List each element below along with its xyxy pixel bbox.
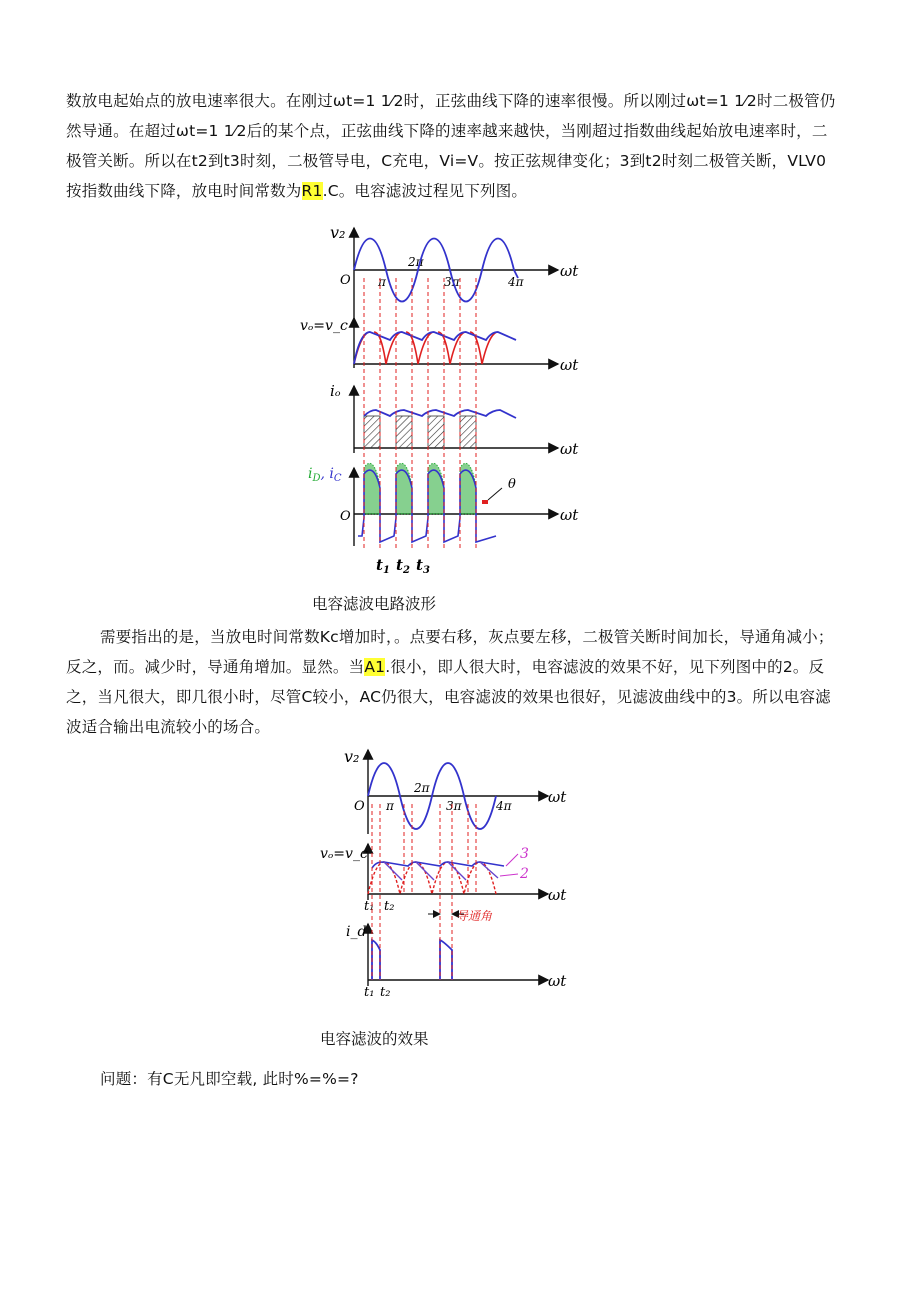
fig1-wt-2: ωt	[560, 356, 579, 374]
fig1-theta-marker	[482, 500, 488, 504]
fig2-wt-3: ωt	[548, 972, 567, 990]
fig1-io-label: iₒ	[330, 382, 341, 400]
fig1-io-hatch-2	[396, 416, 412, 448]
fig1-2pi: 2π	[408, 255, 424, 269]
fig2-t2-b: t₂	[380, 985, 391, 1000]
fig2-wt-1: ωt	[548, 788, 567, 806]
paragraph-2-highlight: A1	[364, 658, 386, 676]
fig1-origin-4: O	[340, 509, 351, 524]
fig1-io-hatch-1	[364, 416, 380, 448]
fig1-time-labels	[376, 556, 430, 576]
fig1-pi: π	[378, 275, 386, 289]
fig2-t2-a: t₂	[384, 899, 395, 914]
figure-1-waveforms	[296, 218, 596, 580]
paragraph-2	[66, 622, 836, 742]
fig1-wt-1: ωt	[560, 262, 579, 280]
fig1-3pi: 3π	[444, 275, 460, 289]
fig1-theta-label: θ	[508, 477, 516, 492]
svg-text:t1: $t_1$	[376, 556, 390, 576]
question-line: 问题：有C无凡即空载, 此时%=%=?	[100, 1070, 359, 1088]
fig1-origin-1: O	[340, 273, 351, 288]
fig2-4pi: 4π	[496, 799, 512, 813]
fig2-curve-3-label: 3	[520, 846, 529, 862]
fig1-io-hatch-4	[460, 416, 476, 448]
fig2-dashed-guides	[372, 804, 476, 980]
fig1-wt-3: ωt	[560, 440, 579, 458]
fig1-io-hatch-3	[428, 416, 444, 448]
fig2-wt-2: ωt	[548, 886, 567, 904]
fig2-3pi: 3π	[446, 799, 462, 813]
fig2-curve-2-label: 2	[520, 866, 529, 882]
svg-text:t3: $t_3$	[416, 556, 430, 576]
fig2-t1-a: t₁	[364, 899, 375, 914]
fig2-id-label: i_d	[346, 924, 367, 940]
fig1-v2-label: v₂	[330, 223, 346, 242]
figure-1-caption: 电容滤波电路波形	[312, 595, 437, 613]
paragraph-2-text-b: .很小，即人很大时，电容滤波的效果不好，见下列图中的2。反之，当凡很大，即几很小时，尽管C较小，AC仍很大，电容滤波的效果也很好，见滤波曲线中的3。所以电容滤波适合输出电流较小的场合。	[66, 658, 831, 736]
fig2-v2-label: v₂	[344, 747, 360, 766]
paragraph-2-text-a: 需要指出的是，当放电时间常数Kc增加时，。点要右移，灰点要左移，二极管关断时间加长，导通角减小；反之，而。减少时，导通角增加。显然。当	[66, 628, 834, 676]
fig1-vo-label: vₒ=v_c	[300, 318, 348, 334]
fig1-id-ic-label: $i_D$, $i_C$	[308, 466, 342, 484]
figure-2-filter-effect	[316, 744, 588, 1000]
paragraph-1-text-a: 数放电起始点的放电速率很大。在刚过ωt=1 1⁄2时，正弦曲线下降的速率很慢。所以刚过ωt=1 1⁄2时二极管仍然导通。在超过ωt=1 1⁄2后的某个点，正弦曲线下降的速率越来越快，当刚超过指数曲线起始放电速率时，二极管关断。所以在t2到t3时刻，二极管导电，C充电，Vi=V。按正弦规律变化；3到t2时刻二极管关断，VLV0按指数曲线下降，放电时间常数为	[66, 92, 836, 200]
fig2-pi: π	[386, 799, 394, 813]
fig2-origin: O	[354, 799, 365, 814]
svg-text:t2: $t_2$	[396, 556, 410, 576]
paragraph-1	[66, 86, 836, 206]
paragraph-1-text-b: .C。电容滤波过程见下列图。	[322, 182, 528, 200]
fig2-vo-label: vₒ=v_c	[320, 846, 368, 862]
fig2-t1-b: t₁	[364, 985, 375, 1000]
fig1-4pi: 4π	[508, 275, 524, 289]
fig1-wt-4: ωt	[560, 506, 579, 524]
paragraph-1-highlight: R1	[301, 182, 323, 200]
fig1-theta-leader	[488, 488, 502, 500]
fig2-conduction-angle-label: 导通角	[456, 909, 493, 923]
figure-2-caption: 电容滤波的效果	[320, 1030, 429, 1048]
fig2-2pi: 2π	[414, 781, 430, 795]
